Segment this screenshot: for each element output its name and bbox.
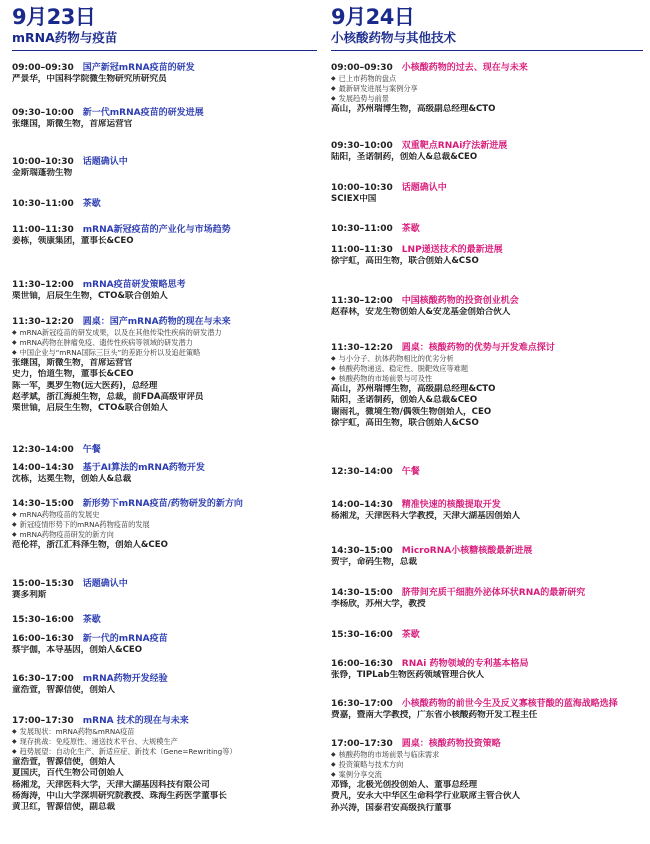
session-block — [331, 545, 643, 568]
session-topic: 话题确认中 — [82, 579, 128, 589]
session-speaker: 陆阳，圣诺制药，创始人&总裁&CEO — [331, 395, 478, 406]
session-block — [331, 698, 643, 721]
session-header — [12, 279, 317, 291]
session-speaker: 赵孝斌，浙江海昶生物，总裁，前FDA高级审评员 — [12, 391, 204, 402]
session-header — [12, 224, 317, 236]
session-time: 09:00–09:30 — [331, 63, 393, 73]
session-topic: 茶歇 — [82, 615, 101, 625]
session-bullet: ◆ 发展现状：mRNA药物&mRNA疫苗 — [12, 727, 317, 737]
session-speaker: 陆阳，圣诺制药，创始人&总裁&CEO — [331, 152, 478, 162]
session-header — [12, 462, 317, 474]
session-time: 11:00–11:30 — [331, 245, 393, 255]
session-speaker: 张继国，斯微生物，首席运营官 — [12, 358, 133, 368]
session-speaker: 蔡宇伽，本导基因，创始人&CEO — [12, 645, 143, 655]
session-header — [12, 316, 317, 328]
session-speaker: 谢雨礼，微境生物/偶领生物创始人，CEO — [331, 406, 492, 417]
session-header — [12, 578, 317, 590]
session-topic: 小核酸药物的前世今生及反义寡核苷酸的蓝海战略选择 — [401, 699, 618, 709]
session-speaker: 徐宇虹，高田生物，联合创始人&CSO — [331, 256, 479, 266]
session-speaker: 高山，苏州瑞博生物，高级副总经理&CTO — [331, 384, 496, 394]
session-header — [331, 698, 643, 710]
session-speaker: 陈一军，奥罗生物(远大医药)，总经理 — [12, 380, 158, 391]
session-header — [12, 673, 317, 685]
session-speaker: 沈栋，达冕生物，创始人&总裁 — [12, 474, 132, 484]
session-block — [12, 198, 317, 210]
session-speaker: 孙兴涛，国泰君安高级执行董事 — [331, 802, 452, 813]
session-block — [12, 156, 317, 179]
session-bullet: ◆ 中国企业与“mRNA国际三巨头”的差距分析以及追赶策略 — [12, 348, 317, 358]
session-block — [12, 715, 317, 813]
session-block — [12, 633, 317, 656]
session-topic: 国产新冠mRNA疫苗的研发 — [82, 63, 195, 73]
session-time: 16:00–16:30 — [331, 659, 393, 669]
session-bullet: ◆ 现存挑战：免疫原性、递送技术平台、大规模生产 — [12, 737, 317, 747]
session-block — [331, 244, 643, 267]
session-time: 11:30–12:00 — [331, 296, 393, 306]
session-time: 16:30–17:00 — [331, 699, 393, 709]
session-topic: 小核酸药物的过去、现在与未来 — [401, 63, 528, 73]
session-time: 15:30–16:00 — [331, 630, 393, 640]
session-header — [331, 140, 643, 152]
session-header — [331, 466, 643, 478]
day-date: 9月24日 — [331, 5, 415, 29]
session-speaker: 张铮，TIPLab生物医药领域管理合伙人 — [331, 670, 485, 680]
track-title: mRNA药物与疫苗 — [12, 30, 317, 51]
session-header — [331, 587, 643, 599]
session-bullet: ◆ mRNA药物疫苗研发的新方向 — [12, 530, 317, 540]
session-speaker: 夏国庆，百代生物公司创始人 — [12, 768, 124, 779]
session-bullet: ◆ 核酸药物的市场前景与临床需求 — [331, 750, 643, 760]
day-column-sept-23 — [12, 0, 317, 813]
session-speaker: 邓锋，北极光创投创始人、董事总经理 — [331, 780, 478, 790]
session-block — [12, 107, 317, 130]
session-bullet: ◆ 投资策略与技术方向 — [331, 760, 643, 770]
session-time: 09:30–10:00 — [12, 108, 74, 118]
session-block — [12, 62, 317, 85]
session-bullet: ◆ mRNA药物疫苗的发展史 — [12, 510, 317, 520]
session-block — [12, 279, 317, 302]
session-bullet: ◆ 已上市药物的盘点 — [331, 74, 643, 84]
session-topic: 茶歇 — [82, 199, 101, 209]
session-speaker: SCIEX中国 — [331, 194, 377, 204]
session-bullet: ◆ 案例分享交流 — [331, 770, 643, 780]
session-time: 16:00–16:30 — [12, 634, 74, 644]
session-time: 11:30–12:00 — [12, 280, 74, 290]
session-speaker: 史力，怡道生物，董事长&CEO — [12, 369, 134, 380]
session-block — [12, 578, 317, 601]
session-bullet: ◆ 与小分子、抗体药物相比的优劣分析 — [331, 354, 643, 364]
session-block — [331, 342, 643, 429]
session-speaker: 张继国，斯微生物，首席运营官 — [12, 119, 133, 129]
session-time: 10:30–11:00 — [12, 199, 74, 209]
session-header — [12, 715, 317, 727]
session-topic: mRNA药物开发经验 — [82, 674, 168, 684]
session-time: 10:00–10:30 — [331, 183, 393, 193]
session-header — [12, 62, 317, 74]
session-topic: mRNA新冠疫苗的产业化与市场趋势 — [82, 225, 231, 235]
session-block — [12, 614, 317, 626]
session-speaker: 赵春林，安龙生物创始人&安龙基金创始合伙人 — [331, 307, 511, 317]
session-time: 10:30–11:00 — [331, 224, 393, 234]
session-speaker: 严景华，中国科学院微生物研究所研究员 — [12, 74, 167, 84]
session-block — [331, 295, 643, 318]
session-block — [331, 738, 643, 814]
session-time: 17:00–17:30 — [12, 716, 74, 726]
session-speaker: 栗世铀，启辰生生物，CTO&联合创始人 — [12, 403, 168, 414]
session-bullet: ◆ 发展趋势与前景 — [331, 94, 643, 104]
session-time: 11:30–12:20 — [331, 343, 393, 353]
session-bullet: ◆ 最新研发进展与案例分享 — [331, 84, 643, 94]
session-bullet: ◆ mRNA药物在肿瘤免疫、遗传性疾病等领域的研发潜力 — [12, 338, 317, 348]
session-speaker: 黄卫红，智源信使，副总裁 — [12, 802, 116, 813]
session-speaker: 金斯瑞蓬勃生物 — [12, 168, 73, 178]
session-speaker: 姜栋，领康集团，董事长&CEO — [12, 236, 134, 246]
session-speaker: 贺宇，命码生物，总裁 — [331, 557, 417, 567]
session-speaker: 童浩萱，智源信使，创始人 — [12, 757, 116, 767]
day-column-sept-24 — [331, 0, 643, 813]
session-bullet: ◆ 核酸药物的市场前景与可及性 — [331, 374, 643, 384]
session-topic: 话题确认中 — [401, 183, 447, 193]
session-block — [331, 223, 643, 235]
session-speaker: 杨湘龙，天津医科大学教授，天津大湖基因创始人 — [331, 511, 521, 521]
session-block — [12, 462, 317, 485]
session-header — [12, 107, 317, 119]
session-block — [331, 466, 643, 478]
session-topic: 中国核酸药物的投资创业机会 — [401, 296, 519, 306]
session-topic: 圆桌：国产mRNA药物的现在与未来 — [82, 317, 231, 327]
session-block — [12, 673, 317, 696]
session-block — [331, 499, 643, 522]
session-time: 14:30–15:00 — [331, 546, 393, 556]
session-block — [12, 444, 317, 456]
session-bullet: ◆ 新冠疫情形势下的mRNA药物疫苗的发展 — [12, 520, 317, 530]
session-topic: 新形势下mRNA疫苗/药物研发的新方向 — [82, 499, 243, 509]
session-header — [12, 614, 317, 626]
session-block — [12, 316, 317, 414]
session-topic: 双重靶点RNAi疗法新进展 — [401, 141, 508, 151]
session-topic: 脐带间充质干细胞外泌体环状RNA的最新研究 — [401, 588, 586, 598]
session-header — [331, 182, 643, 194]
session-time: 11:00–11:30 — [12, 225, 74, 235]
session-bullet: ◆ 趋势展望：自动化生产、新适应症、新技术（Gene=Rewriting等） — [12, 747, 317, 757]
session-speaker: 杨海涛，中山大学深圳研究院教授、珠海生药医学董事长 — [12, 790, 227, 801]
session-topic: 新一代的mRNA疫苗 — [82, 634, 168, 644]
session-header — [12, 198, 317, 210]
session-block — [331, 587, 643, 610]
session-bullet: ◆ mRNA新冠疫苗的研发成果，以及在其他传染性疾病的研发潜力 — [12, 328, 317, 338]
session-time: 14:00–14:30 — [12, 463, 74, 473]
session-topic: 午餐 — [401, 467, 420, 477]
session-topic: 话题确认中 — [82, 157, 128, 167]
session-time: 09:30–10:00 — [331, 141, 393, 151]
session-time: 12:30–14:00 — [12, 445, 74, 455]
session-topic: 圆桌：核酸药物投资策略 — [401, 739, 501, 749]
session-block — [331, 629, 643, 641]
session-time: 10:00–10:30 — [12, 157, 74, 167]
session-topic: 圆桌：核酸药物的优势与开发难点探讨 — [401, 343, 555, 353]
track-title: 小核酸药物与其他技术 — [331, 30, 643, 51]
session-time: 14:30–15:00 — [12, 499, 74, 509]
session-topic: mRNA 技术的现在与未来 — [82, 716, 189, 726]
session-block — [331, 62, 643, 115]
session-block — [12, 224, 317, 247]
session-topic: 精准快速的核酸提取开发 — [401, 500, 501, 510]
session-header — [12, 498, 317, 510]
session-time: 11:30–12:20 — [12, 317, 74, 327]
session-header — [331, 499, 643, 511]
session-speaker: 童浩萱，智源信使，创始人 — [12, 685, 116, 695]
session-header — [331, 244, 643, 256]
session-time: 15:30–16:00 — [12, 615, 74, 625]
session-topic: 新一代mRNA疫苗的研发进展 — [82, 108, 204, 118]
session-time: 16:30–17:00 — [12, 674, 74, 684]
session-block — [331, 658, 643, 681]
session-topic: 午餐 — [82, 445, 101, 455]
session-header — [331, 223, 643, 235]
session-header — [331, 658, 643, 670]
session-speaker: 费嘉，暨南大学教授，广东省小核酸药物开发工程主任 — [331, 710, 538, 720]
session-header — [331, 342, 643, 354]
session-time: 09:00–09:30 — [12, 63, 74, 73]
session-speaker: 李杨欣，苏州大学，教授 — [331, 599, 426, 609]
session-header — [331, 62, 643, 74]
session-topic: MicroRNA小核糖核酸最新进展 — [401, 546, 533, 556]
day-date: 9月23日 — [12, 5, 96, 29]
session-speaker: 杨湘龙，天津医科大学，天津大湖基因科技有限公司 — [12, 779, 210, 790]
session-block — [12, 498, 317, 551]
session-header — [331, 629, 643, 641]
session-speaker: 范伦祥，浙江汇科泽生物，创始人&CEO — [12, 540, 168, 550]
session-time: 14:30–15:00 — [331, 588, 393, 598]
session-topic: RNAi 药物领域的专利基本格局 — [401, 659, 529, 669]
session-speaker: 赛多利斯 — [12, 590, 47, 600]
session-block — [331, 140, 643, 163]
session-topic: LNP递送技术的最新进展 — [401, 245, 503, 255]
session-topic: 基于AI算法的mRNA药物开发 — [82, 463, 205, 473]
session-speaker: 高山，苏州瑞博生物，高级副总经理&CTO — [331, 104, 496, 114]
session-header — [331, 545, 643, 557]
session-speaker: 栗世铀，启辰生生物，CTO&联合创始人 — [12, 291, 168, 301]
session-header — [331, 738, 643, 750]
session-time: 14:00–14:30 — [331, 500, 393, 510]
session-speaker: 徐宇虹，高田生物，联合创始人&CSO — [331, 417, 479, 428]
session-topic: mRNA疫苗研发策略思考 — [82, 280, 186, 290]
session-time: 15:00–15:30 — [12, 579, 74, 589]
session-topic: 茶歇 — [401, 630, 420, 640]
session-block — [331, 182, 643, 205]
session-time: 12:30–14:00 — [331, 467, 393, 477]
session-header — [331, 295, 643, 307]
session-header — [12, 156, 317, 168]
session-time: 17:00–17:30 — [331, 739, 393, 749]
session-speaker: 费凡，安永大中华区生命科学行业联席主管合伙人 — [331, 791, 521, 802]
session-header — [12, 633, 317, 645]
session-header — [12, 444, 317, 456]
session-bullet: ◆ 核酸药物递送、稳定性、脱靶效应等难题 — [331, 364, 643, 374]
session-topic: 茶歇 — [401, 224, 420, 234]
